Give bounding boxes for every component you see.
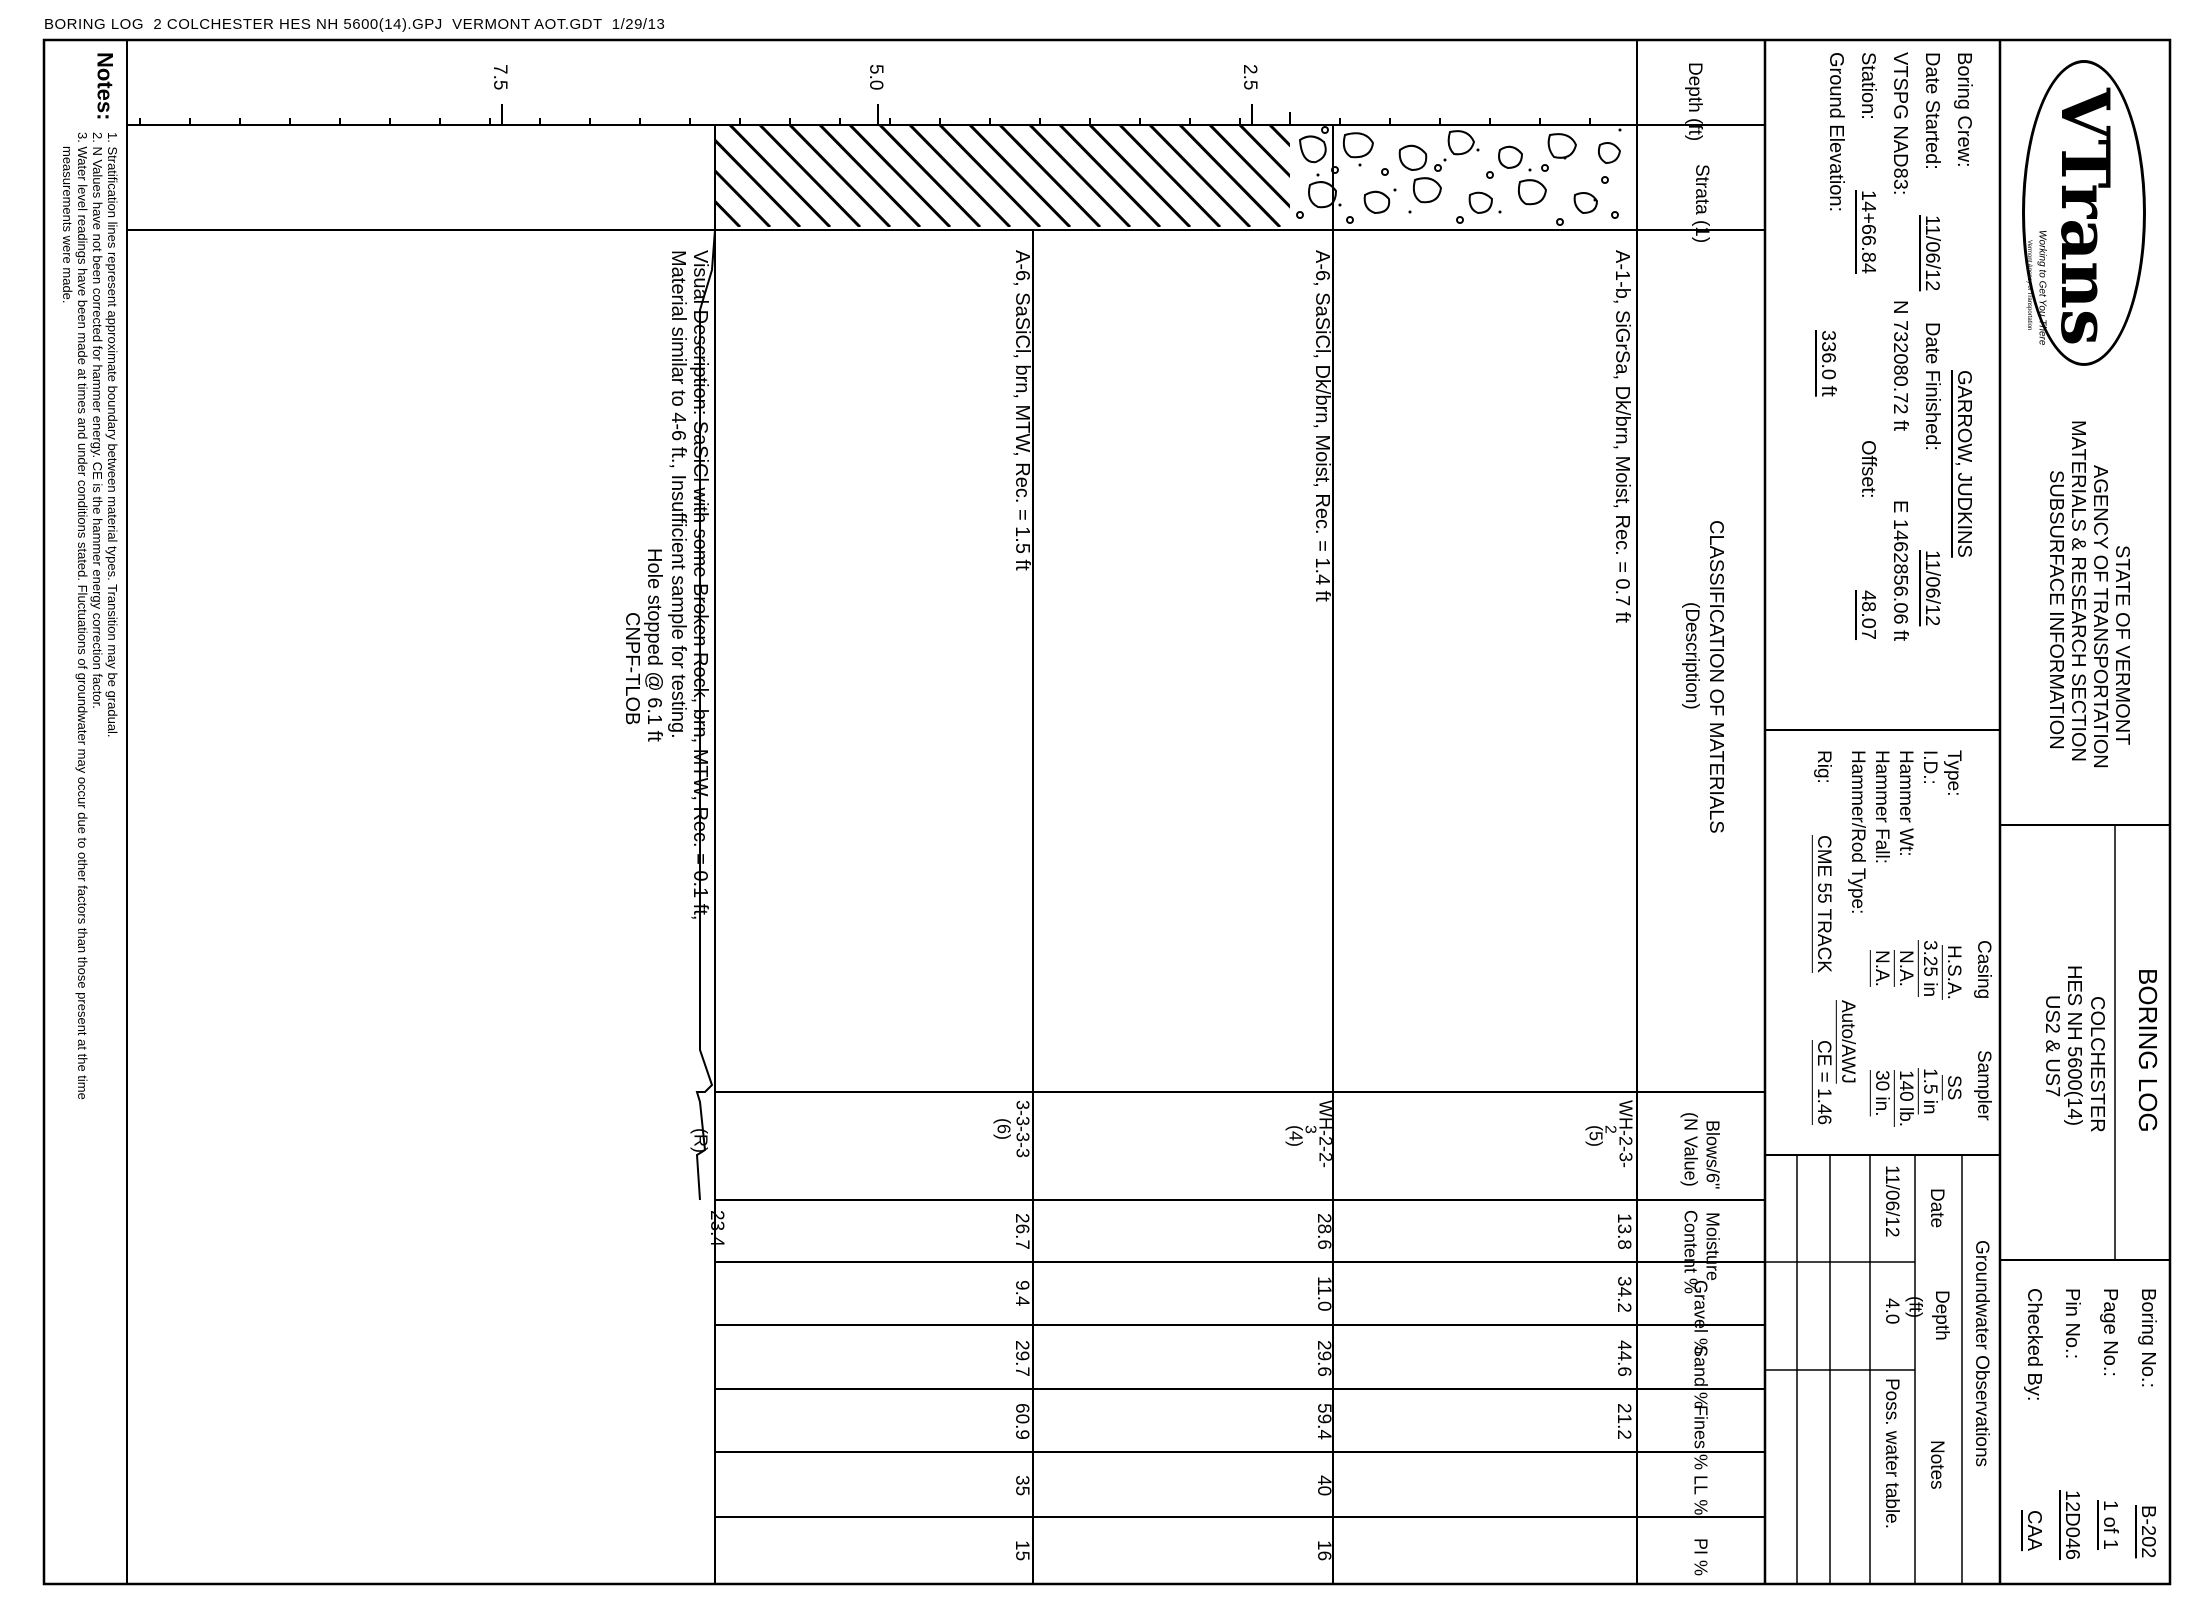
id-label: I.D.:: [1918, 750, 1940, 785]
sand-header: Sand %: [1690, 1345, 1711, 1409]
vtrans-logo-subtext: Vermont Agency of Transportation: [2025, 240, 2032, 331]
note-1: 1. Stratification lines represent approximate boundary between material types. Transition may be gradual.: [104, 132, 120, 738]
hammer-wt-label: Hammer Wt:: [1894, 750, 1916, 857]
note-3: 3. Water level readings have been made at times and under conditions stated. Fluctuations of groundwater may occur due to other factors than those present at the time: [74, 132, 90, 1100]
pi-header: PI %: [1690, 1538, 1711, 1577]
visual-description-line-2: Material similar to 4-6 ft., Insufficient sample for testing.: [667, 250, 689, 739]
gw-date-value: 11/06/12: [1880, 1165, 1902, 1238]
ce-value: CE = 1.46: [1812, 1040, 1834, 1126]
sample-3-n-value: (6): [993, 1118, 1014, 1140]
station-label: Station:: [1857, 52, 1879, 120]
sample-2-description: A-6, SaSiCl, Dk/brn, Moist, Rec. = 1.4 ft: [1311, 250, 1333, 602]
depth-tick-2.5: 2.5: [1238, 64, 1260, 91]
boring-crew-label: Boring Crew:: [1953, 52, 1975, 168]
classification-header: CLASSIFICATION OF MATERIALS: [1705, 520, 1727, 834]
sample-2-ll: 40: [1312, 1475, 1334, 1497]
depth-header: Depth (ft): [1683, 62, 1705, 142]
gw-notes-value: Poss. water table.: [1880, 1378, 1902, 1530]
sample-1-gravel: 34.2: [1612, 1276, 1634, 1313]
ground-elevation-value: 336.0 ft: [1817, 330, 1839, 397]
bottom-blows: (R): [690, 1128, 711, 1153]
ground-elevation-label: Ground Elevation:: [1825, 52, 1847, 213]
refusal-code: CNPF-TLOB: [621, 612, 643, 726]
type-label: Type:: [1942, 750, 1964, 797]
groundwater-title: Groundwater Observations: [1970, 1240, 1992, 1468]
agency-line-2: AGENCY OF TRANSPORTATION: [2089, 465, 2111, 769]
date-finished-value: 11/06/12: [1921, 550, 1943, 627]
sample-2-sand: 29.6: [1312, 1340, 1334, 1377]
sample-3-gravel: 9.4: [1010, 1280, 1032, 1307]
sample-3-description: A-6, SaSiCl, brn, MTW, Rec. = 1.5 ft: [1011, 250, 1033, 571]
sample-3-ll: 35: [1010, 1475, 1032, 1497]
blows-header: Blows/6": [1702, 1120, 1723, 1190]
bottom-moisture: 23.4: [705, 1210, 727, 1247]
gravel-header: Gravel %: [1690, 1280, 1711, 1355]
hammer-fall-sampler: 30 in.: [1870, 1070, 1892, 1117]
notes-label: Notes:: [92, 52, 118, 121]
project-town: COLCHESTER: [2086, 996, 2108, 1133]
moisture-header: Moisture: [1702, 1212, 1723, 1282]
gw-depth-header: Depth: [1930, 1290, 1952, 1341]
checked-by-label: Checked By:: [2023, 1288, 2045, 1402]
hammer-rod-value: Auto/AWJ: [1836, 1000, 1858, 1084]
sample-1-blows-last: 2: [1601, 1125, 1619, 1134]
project-route: US2 & US7: [2041, 995, 2063, 1098]
date-started-label: Date Started:: [1921, 52, 1943, 170]
date-finished-label: Date Finished:: [1921, 322, 1943, 451]
sample-2-fines: 59.4: [1312, 1403, 1334, 1440]
nad83-label: VTSPG NAD83:: [1889, 52, 1911, 196]
gw-depth-value: 4.0: [1880, 1298, 1902, 1325]
sample-1-blows: WH-2-3-: [1615, 1100, 1636, 1168]
boring-no-value: B-202: [2137, 1505, 2159, 1559]
sample-3-pi: 15: [1010, 1540, 1032, 1562]
sample-2-blows-last: 3: [1301, 1125, 1319, 1134]
offset-value: 48.07: [1857, 590, 1879, 641]
note-2: 2. N Values have not been corrected for hammer energy. CE is the hammer energy correction factor.: [89, 132, 105, 709]
sample-2-moisture: 28.6: [1312, 1213, 1334, 1250]
agency-line-4: SUBSURFACE INFORMATION: [2045, 470, 2067, 750]
agency-line-3: MATERIALS & RESEARCH SECTION: [2067, 420, 2089, 762]
northing-value: N 732080.72 ft: [1889, 300, 1911, 432]
fines-header: Fines %: [1690, 1405, 1711, 1471]
pin-no-label: Pin No.:: [2061, 1288, 2083, 1360]
ll-header: LL %: [1690, 1475, 1711, 1516]
project-number: HES NH 5600(14): [2063, 965, 2085, 1127]
hammer-rod-label: Hammer/Rod Type:: [1846, 750, 1868, 915]
id-sampler: 1.5 in: [1918, 1068, 1940, 1115]
type-sampler: SS: [1942, 1075, 1964, 1101]
sample-3-blows: 3-3-3-3: [1012, 1100, 1033, 1159]
sample-3-moisture: 26.7: [1010, 1213, 1032, 1250]
moisture-subheader: Content %: [1680, 1210, 1701, 1295]
pin-no-value: 12D046: [2061, 1490, 2083, 1561]
strata-header: Strata (1): [1690, 164, 1712, 244]
agency-line-1: STATE OF VERMONT: [2111, 545, 2133, 746]
note-4: measurements were made.: [59, 146, 75, 304]
sample-1-description: A-1-b, SiGrSa, Dk/brn, Moist, Rec. = 0.7 ft: [1611, 250, 1633, 623]
sampler-header: Sampler: [1972, 1050, 1994, 1121]
station-value: 14+66.84: [1857, 190, 1879, 274]
page-no-label: Page No.:: [2099, 1288, 2121, 1377]
sample-2-gravel: 11.0: [1312, 1276, 1334, 1312]
file-header-line: BORING LOG 2 COLCHESTER HES NH 5600(14).GPJ VERMONT AOT.GDT 1/29/13: [44, 16, 666, 33]
hammer-fall-label: Hammer Fall:: [1870, 750, 1892, 865]
checked-by-value: CAA: [2023, 1510, 2045, 1552]
gw-notes-header: Notes: [1925, 1440, 1947, 1490]
sample-3-fines: 60.9: [1010, 1403, 1032, 1440]
boring-crew-value: GARROW, JUDKINS: [1953, 370, 1975, 558]
project-title: BORING LOG: [2132, 968, 2163, 1133]
sample-2-n-value: (4): [1285, 1125, 1306, 1147]
rig-value: CME 55 TRACK: [1812, 835, 1834, 973]
offset-label: Offset:: [1857, 440, 1879, 499]
depth-tick-7.5: 7.5: [488, 64, 510, 91]
blows-subheader: (N Value): [1680, 1112, 1701, 1187]
hammer-wt-sampler: 140 lb.: [1894, 1070, 1916, 1128]
sample-2-pi: 16: [1312, 1540, 1334, 1562]
sample-1-sand: 44.6: [1612, 1340, 1634, 1377]
depth-tick-5.0: 5.0: [864, 64, 886, 91]
sample-1-n-value: (5): [1585, 1125, 1606, 1147]
vtrans-logo-tagline: Working to Get You There: [2036, 230, 2048, 346]
id-casing: 3.25 in: [1918, 940, 1940, 998]
sample-2-blows: WH-2-2-: [1315, 1100, 1336, 1168]
boring-no-label: Boring No.:: [2137, 1288, 2159, 1389]
gw-depth-header-units: (ft): [1905, 1296, 1926, 1318]
sample-1-fines: 21.2: [1612, 1403, 1634, 1440]
hole-stopped: Hole stopped @ 6.1 ft: [643, 548, 665, 742]
sample-3-sand: 29.7: [1010, 1340, 1032, 1377]
sample-1-moisture: 13.8: [1612, 1213, 1634, 1250]
page-no-value: 1 of 1: [2099, 1500, 2121, 1551]
easting-value: E 1462856.06 ft: [1889, 500, 1911, 642]
date-started-value: 11/06/12: [1921, 215, 1943, 292]
casing-header: Casing: [1972, 940, 1994, 1000]
vtrans-logo-text: VTrans: [2046, 88, 2124, 347]
type-casing: H.S.A.: [1942, 945, 1964, 1000]
rig-label: Rig:: [1812, 750, 1834, 784]
hammer-wt-casing: N.A.: [1894, 950, 1916, 987]
hammer-fall-casing: N.A.: [1870, 950, 1892, 987]
gw-date-header: Date: [1925, 1188, 1947, 1229]
classification-subheader: (Description): [1680, 602, 1702, 710]
visual-description-line-1: Visual Description: SaSiCl with some Broken Rock, brn, MTW, Rec. = 0.1 ft,: [689, 250, 711, 921]
